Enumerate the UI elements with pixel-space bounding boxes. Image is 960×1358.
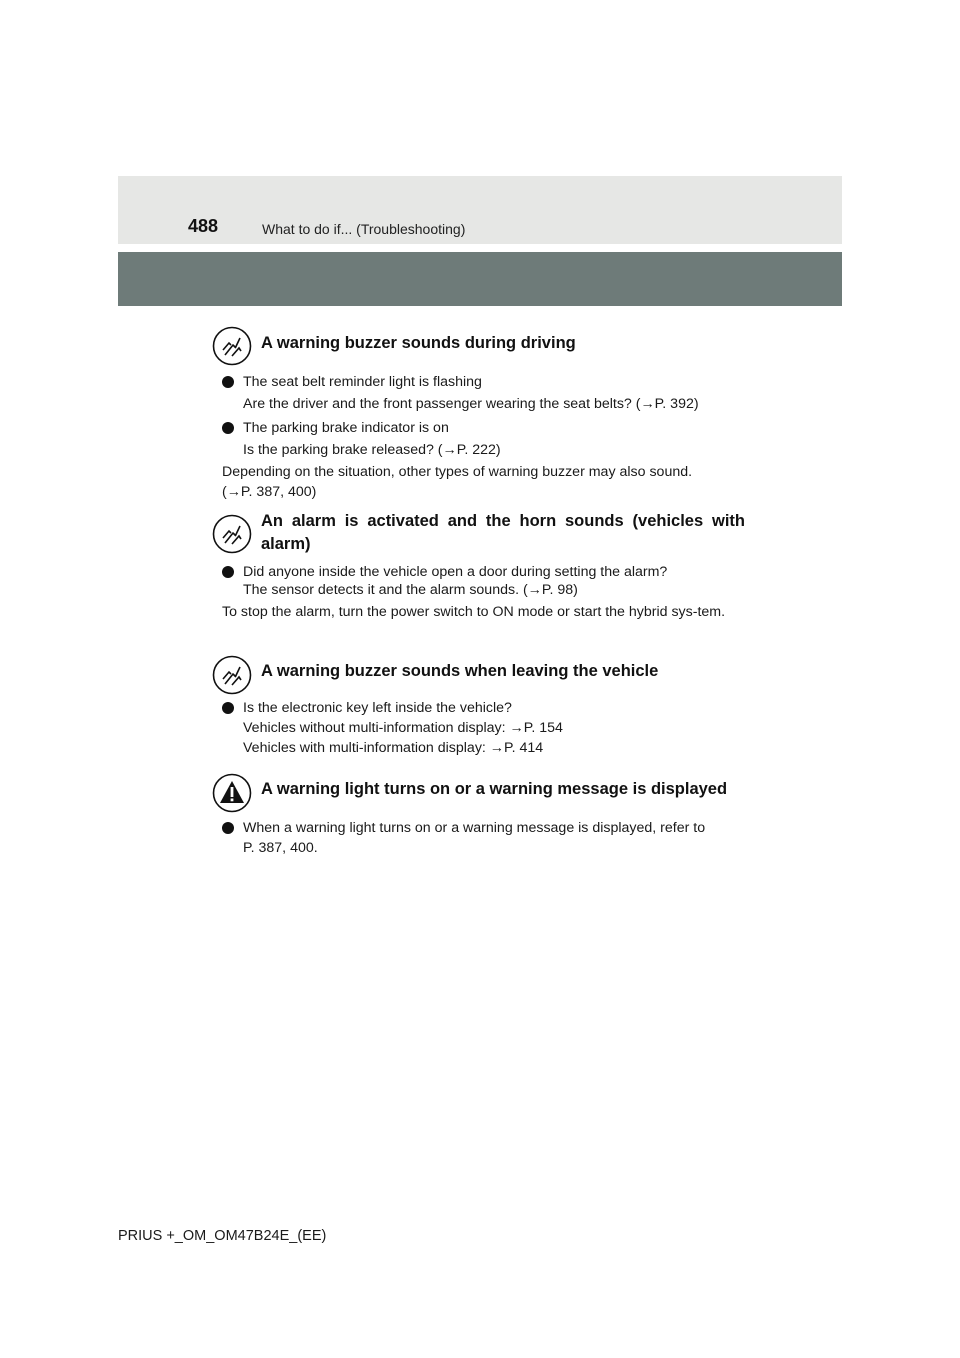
header-accent-bar [118,252,842,306]
bullet-icon [222,822,234,834]
section-heading: An alarm is activated and the horn sounds (vehicles with alarm) [261,512,745,553]
section-heading: A warning buzzer sounds during driving [261,334,576,352]
tools-icon [212,655,252,695]
list-item-detail: The sensor detects it and the alarm sounds. (→P. 98) [243,582,578,598]
document-code: PRIUS +_OM_OM47B24E_(EE) [118,1228,327,1244]
section-heading: A warning light turns on or a warning message is displayed [261,780,728,798]
header-band [118,176,842,244]
list-item-detail: P. 387, 400. [243,840,318,856]
tools-icon [212,514,252,554]
list-item-detail: Vehicles with multi-information display: →P. 414 [243,740,544,756]
page-number: 488 [188,216,219,236]
note-text: (→P. 387, 400) [222,484,317,500]
section-heading: A warning buzzer sounds when leaving the vehicle [261,662,659,680]
note-text: To stop the alarm, turn the power switch to ON mode or start the hybrid sys-tem. [222,604,726,620]
bullet-icon [222,566,234,578]
note-text: Depending on the situation, other types of warning buzzer may also sound. [222,464,693,480]
bullet-icon [222,376,234,388]
chapter-title: What to do if... (Troubleshooting) [262,221,466,237]
list-item-detail: Vehicles without multi-information display: →P. 154 [243,720,563,736]
tools-icon [212,326,252,366]
list-item-detail: Is the parking brake released? (→P. 222) [243,442,501,458]
bullet-icon [222,702,234,714]
bullet-icon [222,422,234,434]
list-item-detail: Are the driver and the front passenger wearing the seat belts? (→P. 392) [243,396,699,412]
warning-triangle-icon [212,773,252,813]
